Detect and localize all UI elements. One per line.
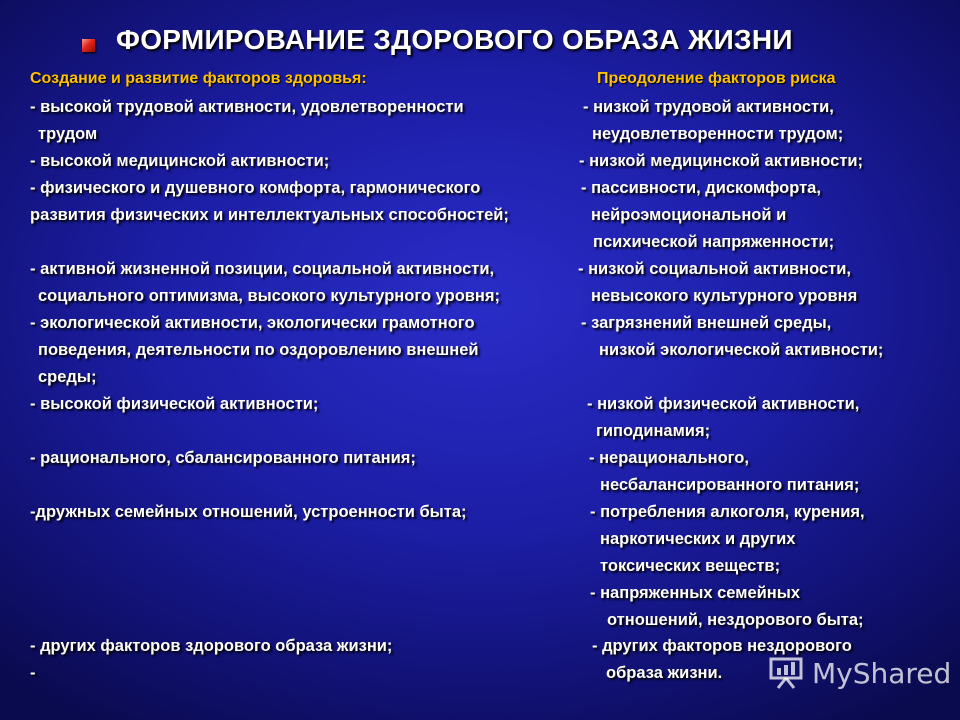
- left-line: среды;: [38, 368, 97, 386]
- left-line: -дружных семейных отношений, устроенности быта;: [30, 503, 467, 521]
- right-line: - напряженных семейных: [590, 584, 801, 602]
- right-line: наркотических и других: [600, 530, 796, 548]
- left-line: трудом: [38, 125, 98, 143]
- watermark: [768, 656, 951, 690]
- right-line: токсических веществ;: [600, 557, 781, 575]
- right-line: - других факторов нездорового: [592, 637, 852, 655]
- left-line: - других факторов здорового образа жизни;: [30, 637, 393, 655]
- right-line: невысокого культурного уровня: [591, 287, 858, 305]
- left-column-header: Создание и развитие факторов здоровья:: [30, 70, 367, 87]
- right-line: образа жизни.: [606, 664, 723, 682]
- right-line: - пассивности, дискомфорта,: [581, 179, 821, 197]
- right-line: - низкой трудовой активности,: [583, 98, 834, 116]
- left-line: поведения, деятельности по оздоровлению внешней: [38, 341, 479, 359]
- left-line: развития физических и интеллектуальных способностей;: [30, 206, 509, 224]
- left-line: - высокой медицинской активности;: [30, 152, 330, 170]
- right-column-header: Преодоление факторов риска: [597, 70, 836, 87]
- left-line: - экологической активности, экологически грамотного: [30, 314, 475, 332]
- left-line: - физического и душевного комфорта, гармонического: [30, 179, 481, 197]
- left-line: социального оптимизма, высокого культурного уровня;: [38, 287, 501, 305]
- right-line: психической напряженности;: [593, 233, 835, 251]
- right-line: - низкой физической активности,: [587, 395, 860, 413]
- right-line: - низкой медицинской активности;: [579, 152, 864, 170]
- right-line: - нерационального,: [589, 449, 749, 467]
- right-line: несбалансированного питания;: [600, 476, 860, 494]
- right-line: нейроэмоциональной и: [591, 206, 787, 224]
- left-line: -: [30, 664, 36, 682]
- slide-title: ФОРМИРОВАНИЕ ЗДОРОВОГО ОБРАЗА ЖИЗНИ: [116, 24, 793, 55]
- right-line: - загрязнений внешней среды,: [581, 314, 832, 332]
- right-line: - низкой социальной активности,: [578, 260, 851, 278]
- right-line: низкой экологической активности;: [599, 341, 884, 359]
- left-line: - рационального, сбалансированного питания;: [30, 449, 416, 467]
- watermark-text: MyShared: [812, 656, 952, 690]
- left-line: - активной жизненной позиции, социальной активности,: [30, 260, 495, 278]
- presentation-board-icon: [768, 656, 804, 690]
- left-line: - высокой трудовой активности, удовлетворенности: [30, 98, 464, 116]
- right-line: гиподинамия;: [596, 422, 711, 440]
- right-line: отношений, нездорового быта;: [607, 611, 864, 629]
- title-bullet-icon: [82, 39, 95, 52]
- right-line: - потребления алкоголя, курения,: [590, 503, 865, 521]
- left-line: - высокой физической активности;: [30, 395, 319, 413]
- right-line: неудовлетворенности трудом;: [592, 125, 844, 143]
